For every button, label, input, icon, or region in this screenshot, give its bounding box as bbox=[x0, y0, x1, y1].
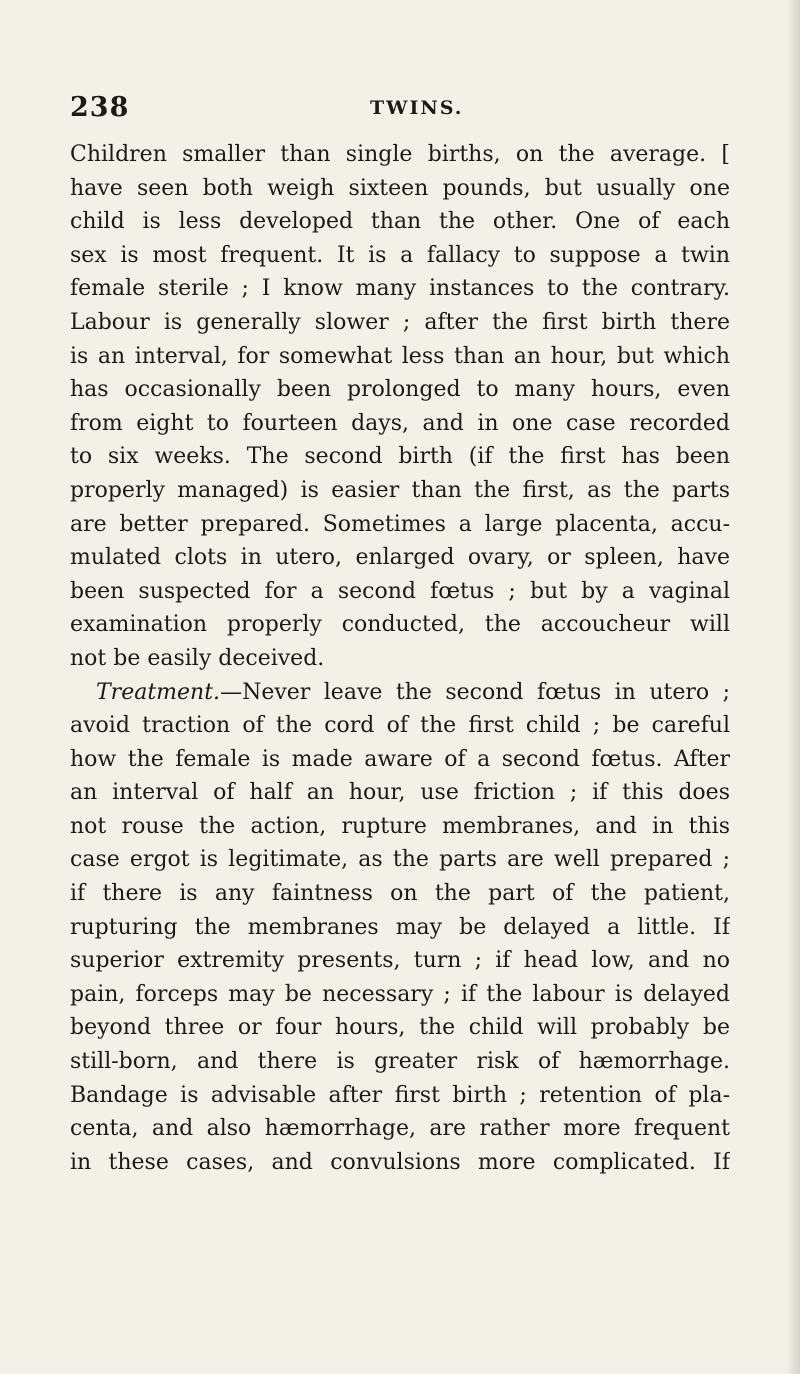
text-line: case ergot is legitimate, as the parts are well prepared ; bbox=[70, 847, 730, 873]
text-line: properly managed) is easier than the first, as the parts bbox=[70, 477, 730, 503]
text-line: been suspected for a second fœtus ; but by a vaginal bbox=[70, 578, 730, 604]
text-line: rupturing the membranes may be delayed a little. If bbox=[70, 914, 730, 940]
text-line: Labour is generally slower ; after the first birth there bbox=[70, 309, 730, 335]
text-line: from eight to fourteen days, and in one case recorded bbox=[70, 410, 730, 436]
text-line: pain, forceps may be necessary ; if the labour is delayed bbox=[70, 981, 730, 1007]
text-line: an interval of half an hour, use friction ; if this does bbox=[70, 780, 730, 806]
text-line: has occasionally been prolonged to many hours, even bbox=[70, 377, 730, 403]
text-line: mulated clots in utero, enlarged ovary, or spleen, have bbox=[70, 545, 730, 571]
text-line: examination properly conducted, the accoucheur will bbox=[70, 612, 730, 638]
text-line: female sterile ; I know many instances to the contrary. bbox=[70, 276, 730, 302]
text-line: in these cases, and convulsions more complicated. If bbox=[70, 1149, 730, 1175]
text-line: if there is any faintness on the part of the patient, bbox=[70, 881, 730, 907]
text-line: still-born, and there is greater risk of hæmorrhage. bbox=[70, 1049, 730, 1075]
page-edge-shadow bbox=[786, 0, 800, 1374]
text-line: to six weeks. The second birth (if the first has been bbox=[70, 444, 730, 470]
treatment-first-line: —Never leave the second fœtus in utero ; bbox=[220, 679, 730, 705]
body-text bbox=[70, 138, 730, 1179]
running-title: TWINS. bbox=[370, 97, 464, 119]
text-line: child is less developed than the other. One of each bbox=[70, 209, 730, 235]
text-line: Children smaller than single births, on the average. [ bbox=[70, 142, 730, 167]
running-head bbox=[70, 92, 730, 132]
text-line: not rouse the action, rupture membranes, and in this bbox=[70, 813, 730, 839]
text-line: centa, and also hæmorrhage, are rather more frequent bbox=[70, 1116, 730, 1142]
text-line: Bandage is advisable after first birth ; retention of pla- bbox=[70, 1082, 730, 1108]
text-line: have seen both weigh sixteen pounds, but usually one bbox=[70, 175, 730, 201]
text-line: beyond three or four hours, the child will probably be bbox=[70, 1015, 730, 1041]
treatment-paragraph-start bbox=[70, 676, 730, 710]
text-line: are better prepared. Sometimes a large placenta, accu- bbox=[70, 511, 730, 537]
text-line: is an interval, for somewhat less than an hour, but which bbox=[70, 343, 730, 369]
text-line: superior extremity presents, turn ; if head low, and no bbox=[70, 948, 730, 974]
treatment-heading: Treatment. bbox=[96, 679, 221, 705]
text-line: sex is most frequent. It is a fallacy to suppose a twin bbox=[70, 242, 730, 268]
page-number: 238 bbox=[70, 92, 130, 123]
text-line: how the female is made aware of a second fœtus. After bbox=[70, 746, 730, 772]
text-line: not be easily deceived. bbox=[70, 645, 325, 671]
text-line: avoid traction of the cord of the first child ; be careful bbox=[70, 713, 730, 739]
